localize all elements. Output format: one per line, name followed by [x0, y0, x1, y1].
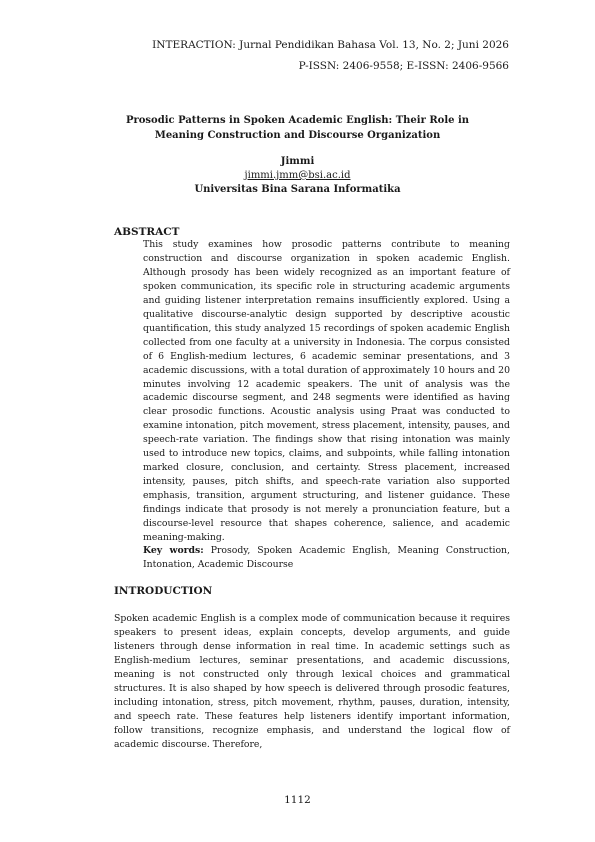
- keywords-label: Key words:: [143, 545, 204, 556]
- introduction-heading: INTRODUCTION: [114, 585, 213, 597]
- paper-title: Prosodic Patterns in Spoken Academic English: Their Role in Meaning Construction and Discourse Organization: [125, 115, 470, 141]
- issn-header: P-ISSN: 2406-9558; E-ISSN: 2406-9566: [298, 60, 509, 72]
- page-number: 1112: [284, 794, 311, 806]
- abstract-body: This study examines how prosodic patterns contribute to meaning construction and discourse organization in spoken academic English. Although prosody has been widely recognized as an important feature of spoken communication, its specific role in structuring academic arguments and guiding listener interpretation remains insufficiently explored. Using a qualitative discourse-analytic design supported by descriptive acoustic quantification, this study analyzed 15 recordings of spoken academic English collected from one faculty at a university in Indonesia. The corpus consisted of 6 English-medium lectures, 6 academic seminar presentations, and 3 academic discussions, with a total duration of approximately 10 hours and 20 minutes involving 12 academic speakers. The unit of analysis was the academic discourse segment, and 248 segments were identified as having clear prosodic functions. Acoustic analysis using Praat was conducted to examine intonation, pitch movement, stress placement, intensity, pauses, and speech-rate variation. The findings show that rising intonation was mainly used to introduce new topics, claims, and subpoints, while falling intonation marked closure, conclusion, and certainty. Stress placement, increased intensity, pauses, pitch shifts, and speech-rate variation also supported emphasis, transition, argument structuring, and listener guidance. These findings indicate that prosody is not merely a pronunciation feature, but a discourse-level resource that shapes coherence, salience, and academic meaning-making.: [143, 239, 510, 544]
- journal-header: INTERACTION: Jurnal Pendidikan Bahasa Vol. 13, No. 2; Juni 2026: [152, 39, 509, 51]
- author-affiliation: Universitas Bina Sarana Informatika: [194, 184, 401, 195]
- author-email-link[interactable]: jimmi.jmm@bsi.ac.id: [244, 170, 351, 181]
- abstract-heading: ABSTRACT: [114, 226, 180, 238]
- keywords-list: Prosody, Spoken Academic English, Meaning Construction, Intonation, Academic Discourse: [143, 545, 510, 570]
- author-name: Jimmi: [280, 156, 315, 167]
- introduction-body: Spoken academic English is a complex mode of communication because it requires speakers to present ideas, explain concepts, develop arguments, and guide listeners through dense information in real time. In academic settings such as English-medium lectures, seminar presentations, and academic discussions, meaning is not constructed only through lexical choices and grammatical structures. It is also shaped by how speech is delivered through prosodic features, including intonation, stress, pitch movement, rhythm, pauses, duration, intensity, and speech rate. These features help listeners identify important information, follow transitions, recognize emphasis, and understand the logical flow of academic discourse. Therefore,: [114, 613, 510, 750]
- keywords: [143, 544, 510, 572]
